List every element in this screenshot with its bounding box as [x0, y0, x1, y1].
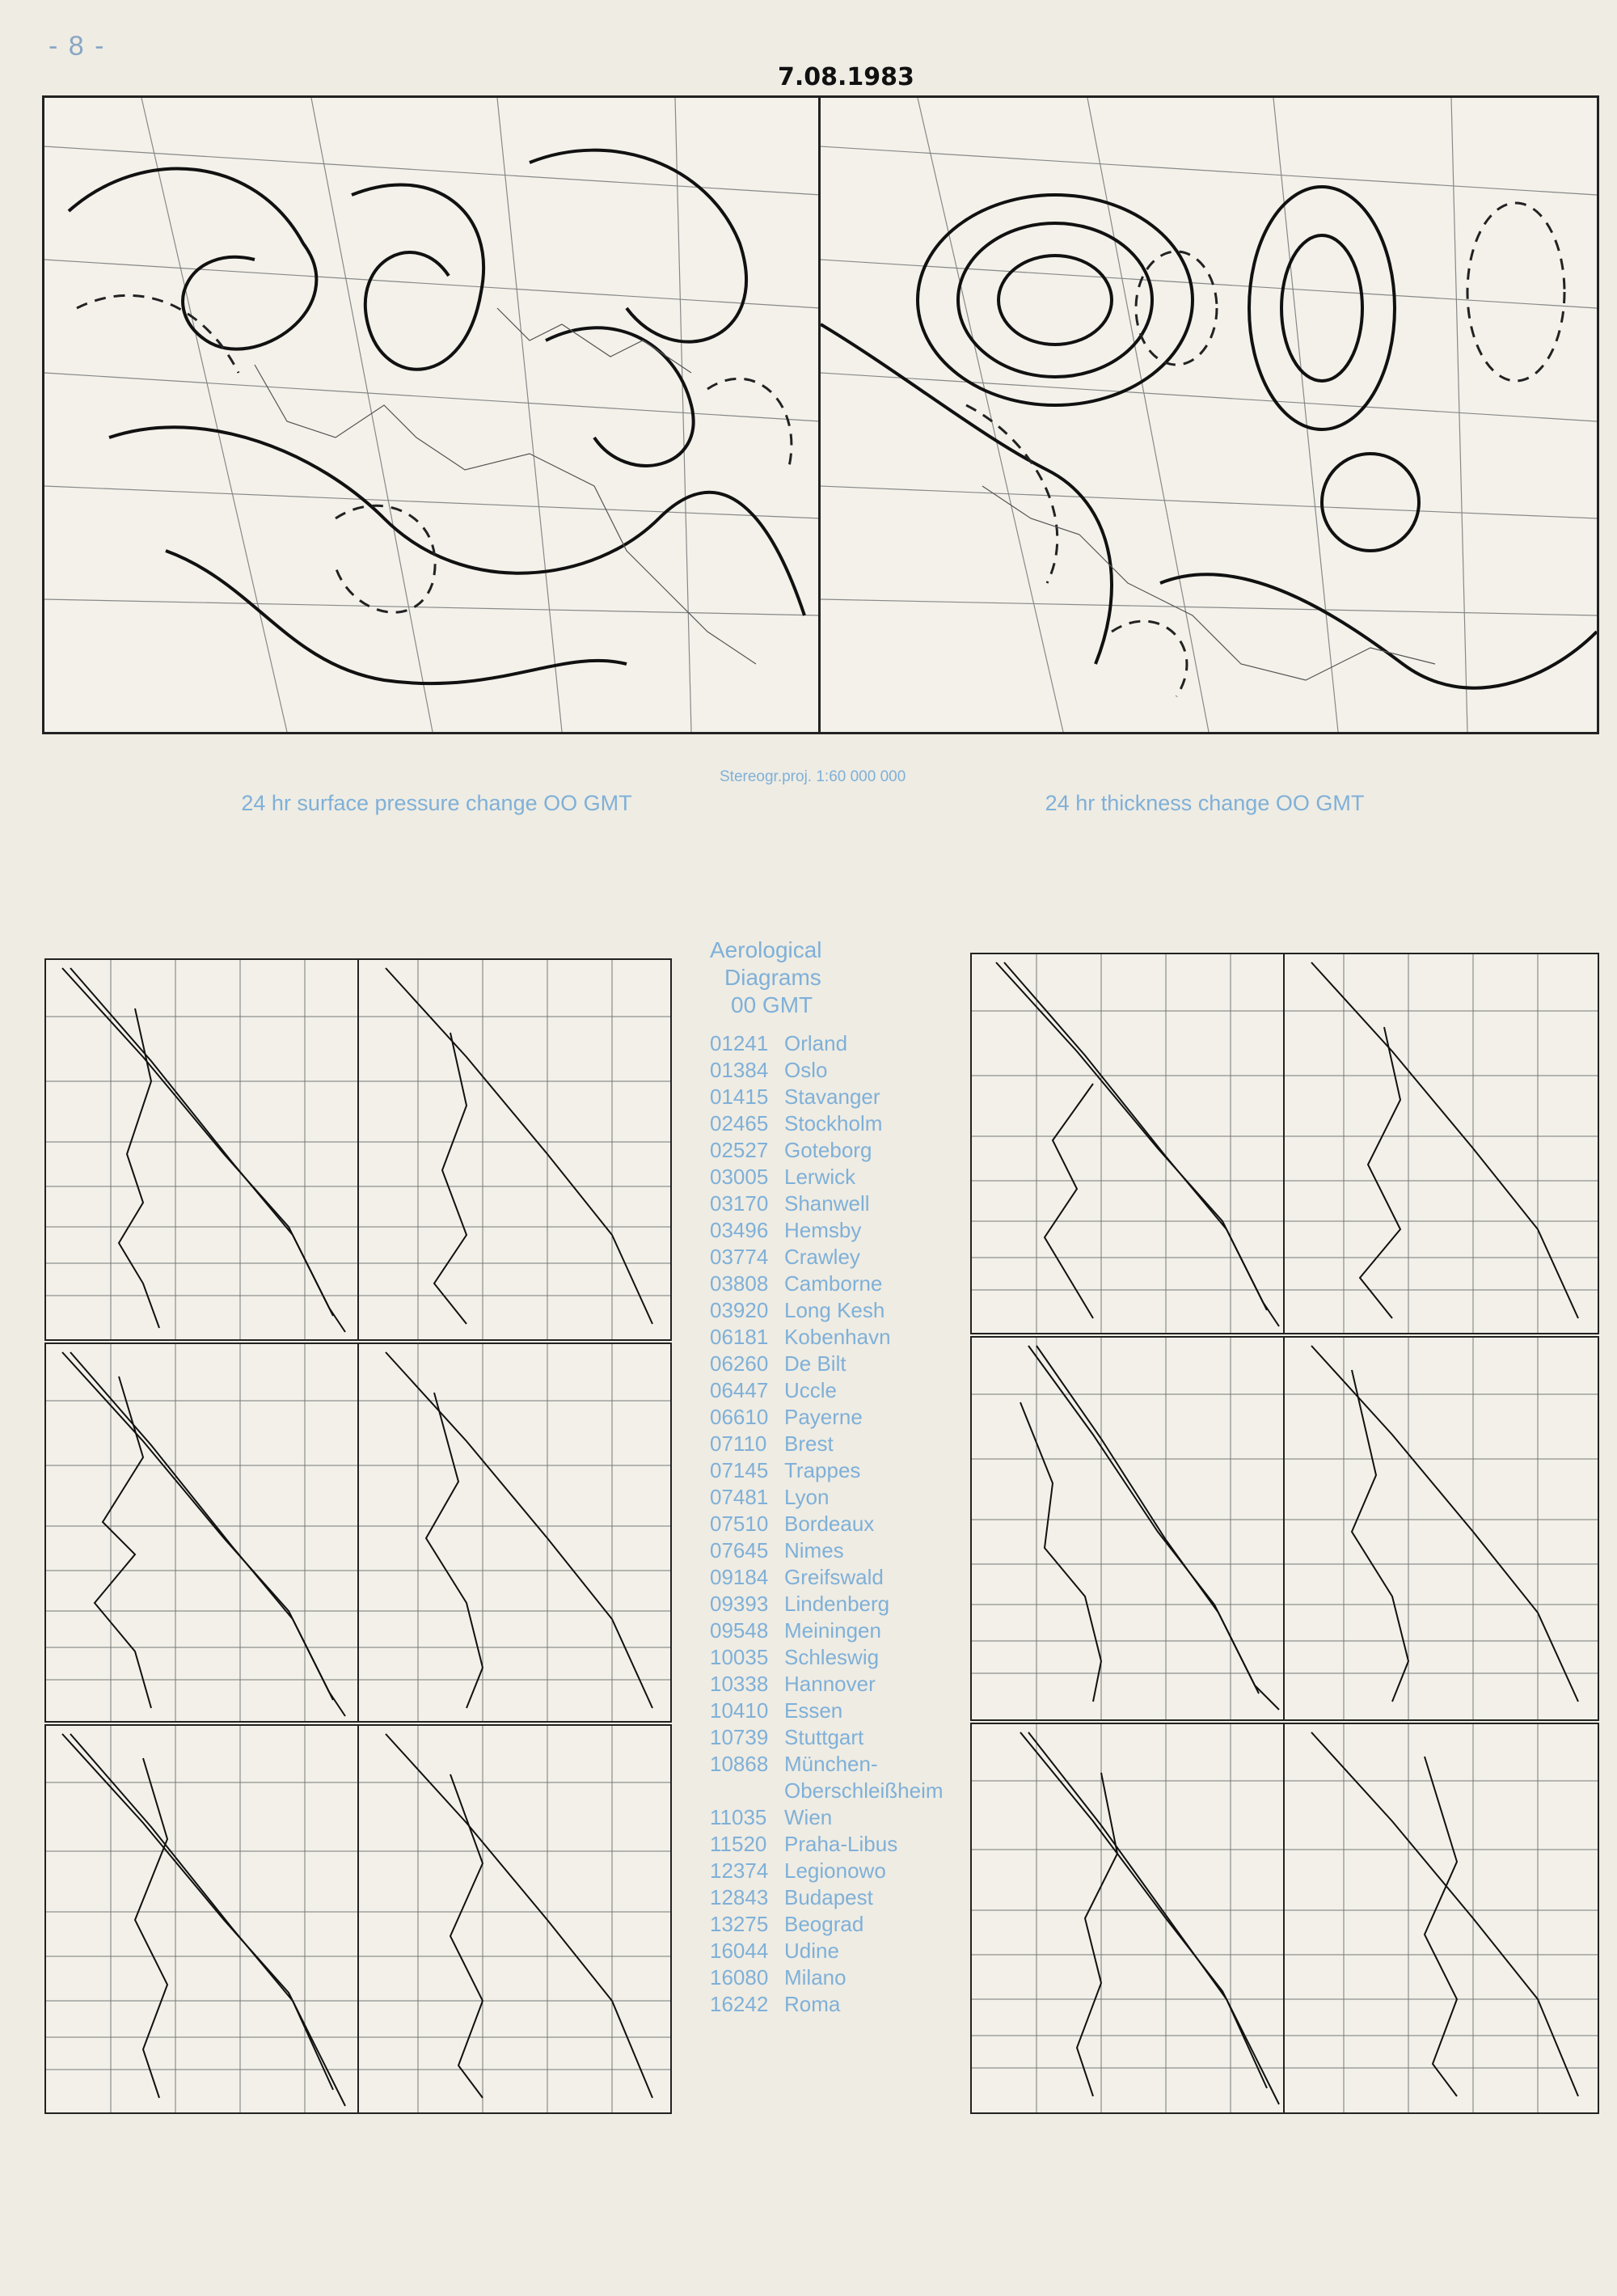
station-code: 07110: [710, 1431, 767, 1456]
station-name: Roma: [784, 1992, 841, 2016]
station-row: [710, 1778, 962, 1804]
sounding-plot: [46, 960, 670, 1339]
sounding-plot: [972, 954, 1598, 1333]
station-code: 07145: [710, 1458, 769, 1482]
sounding-plot: [46, 1726, 670, 2112]
station-name: Kobenhavn: [784, 1325, 891, 1349]
station-code: 12374: [710, 1858, 769, 1883]
station-row: [710, 1564, 962, 1591]
surface-pressure-map-drawing: [44, 98, 821, 732]
station-row: [710, 1404, 962, 1431]
station-name: München-: [784, 1752, 878, 1776]
station-row: [710, 1084, 962, 1110]
station-name: Camborne: [784, 1271, 883, 1296]
station-code: 01384: [710, 1058, 769, 1082]
station-code: [710, 1778, 784, 1804]
station-name: Hannover: [784, 1672, 876, 1696]
station-name: Uccle: [784, 1378, 838, 1402]
station-name: Stockholm: [784, 1111, 883, 1135]
station-row: [710, 1724, 962, 1751]
station-row: [710, 1617, 962, 1644]
station-code: 03920: [710, 1298, 769, 1322]
station-code: 10035: [710, 1645, 769, 1669]
station-code: 09393: [710, 1592, 769, 1616]
aerological-diagram-right-1: [970, 953, 1599, 1334]
station-name: Stavanger: [784, 1085, 880, 1109]
station-name: Beograd: [784, 1912, 864, 1936]
station-name: Oberschleißheim: [784, 1778, 944, 1803]
station-name: Orland: [784, 1031, 848, 1055]
station-list: [710, 1030, 962, 2018]
station-code: 01415: [710, 1085, 769, 1109]
station-code: 07510: [710, 1512, 769, 1536]
station-row: [710, 1698, 962, 1724]
station-row: [710, 1831, 962, 1858]
station-name: Crawley: [784, 1245, 860, 1269]
station-name: Essen: [784, 1698, 843, 1723]
right-map-caption: 24 hr thickness change OO GMT: [1045, 791, 1365, 815]
station-name: Greifswald: [784, 1565, 884, 1589]
station-code: 03808: [710, 1271, 769, 1296]
station-code: 11520: [710, 1832, 767, 1856]
station-name: Schleswig: [784, 1645, 880, 1669]
station-name: Oslo: [784, 1058, 828, 1082]
aerological-diagram-left-3: [44, 1724, 672, 2114]
station-code: 09184: [710, 1565, 769, 1589]
station-row: [710, 1217, 962, 1244]
station-name: Meiningen: [784, 1618, 881, 1643]
surface-pressure-change-map: [42, 95, 823, 734]
station-row: [710, 1190, 962, 1217]
station-row: [710, 1484, 962, 1511]
station-code: 09548: [710, 1618, 769, 1643]
station-code: 06610: [710, 1405, 769, 1429]
station-row: [710, 1671, 962, 1698]
station-row: [710, 1884, 962, 1911]
station-code: 01241: [710, 1031, 769, 1055]
thickness-change-map: [818, 95, 1599, 734]
station-code: 12843: [710, 1885, 769, 1909]
station-row: [710, 1110, 962, 1137]
aerological-diagram-right-3: [970, 1723, 1599, 2114]
station-name: Lerwick: [784, 1165, 856, 1189]
station-code: 11035: [710, 1805, 767, 1829]
legend-title-line-2: Diagrams: [724, 965, 821, 990]
station-name: Brest: [784, 1431, 834, 1456]
station-row: [710, 1537, 962, 1564]
station-row: [710, 1457, 962, 1484]
station-code: 07645: [710, 1538, 769, 1562]
station-code: 16080: [710, 1965, 769, 1989]
page-number: - 8 -: [49, 31, 106, 61]
station-code: 03496: [710, 1218, 769, 1242]
station-row: [710, 1804, 962, 1831]
station-row: [710, 1271, 962, 1297]
aerological-diagram-right-2: [970, 1336, 1599, 1721]
legend-title-line-3: 00 GMT: [731, 992, 813, 1017]
station-code: 16242: [710, 1992, 769, 2016]
station-name: Milano: [784, 1965, 846, 1989]
station-row: [710, 1377, 962, 1404]
station-row: [710, 1964, 962, 1991]
station-name: Legionowo: [784, 1858, 886, 1883]
station-name: Udine: [784, 1939, 839, 1963]
station-name: Payerne: [784, 1405, 863, 1429]
station-code: 02465: [710, 1111, 769, 1135]
station-row: [710, 1324, 962, 1351]
sounding-plot: [46, 1344, 670, 1721]
station-code: 06181: [710, 1325, 769, 1349]
station-name: Nimes: [784, 1538, 844, 1562]
page-date: 7.08.1983: [778, 63, 914, 91]
station-row: [710, 1057, 962, 1084]
station-row: [710, 1858, 962, 1884]
station-row: [710, 1431, 962, 1457]
station-row: [710, 1511, 962, 1537]
station-code: 03005: [710, 1165, 769, 1189]
station-code: 10410: [710, 1698, 769, 1723]
station-row: [710, 1030, 962, 1057]
station-code: 03774: [710, 1245, 769, 1269]
station-code: 10338: [710, 1672, 769, 1696]
station-row: [710, 1911, 962, 1938]
station-code: 02527: [710, 1138, 769, 1162]
station-name: Lindenberg: [784, 1592, 890, 1616]
station-name: Shanwell: [784, 1191, 870, 1216]
legend-title-line-1: Aerological: [710, 937, 822, 962]
station-name: De Bilt: [784, 1351, 846, 1376]
station-row: [710, 1644, 962, 1671]
station-row: [710, 1297, 962, 1324]
station-name: Praha-Libus: [784, 1832, 898, 1856]
station-name: Goteborg: [784, 1138, 872, 1162]
station-name: Long Kesh: [784, 1298, 885, 1322]
station-name: Budapest: [784, 1885, 873, 1909]
station-row: [710, 1137, 962, 1164]
station-row: [710, 1938, 962, 1964]
station-code: 16044: [710, 1939, 769, 1963]
aerological-legend: [710, 937, 962, 2018]
station-row: [710, 1164, 962, 1190]
station-code: 10868: [710, 1752, 769, 1776]
station-row: [710, 1991, 962, 2018]
thickness-map-drawing: [821, 98, 1597, 732]
station-code: 03170: [710, 1191, 769, 1216]
station-row: [710, 1751, 962, 1778]
station-code: 06260: [710, 1351, 769, 1376]
station-name: Lyon: [784, 1485, 830, 1509]
aerological-diagram-left-2: [44, 1343, 672, 1723]
station-name: Wien: [784, 1805, 833, 1829]
sounding-plot: [972, 1338, 1598, 1719]
station-name: Stuttgart: [784, 1725, 864, 1749]
station-row: [710, 1351, 962, 1377]
station-name: Trappes: [784, 1458, 861, 1482]
station-code: 06447: [710, 1378, 769, 1402]
station-name: Hemsby: [784, 1218, 862, 1242]
station-code: 13275: [710, 1912, 769, 1936]
aerological-diagram-left-1: [44, 958, 672, 1341]
sounding-plot: [972, 1724, 1598, 2112]
station-code: 10739: [710, 1725, 769, 1749]
station-code: 07481: [710, 1485, 769, 1509]
projection-note: Stereogr.proj. 1:60 000 000: [720, 768, 906, 785]
left-map-caption: 24 hr surface pressure change OO GMT: [241, 791, 632, 815]
station-row: [710, 1244, 962, 1271]
station-row: [710, 1591, 962, 1617]
station-name: Bordeaux: [784, 1512, 875, 1536]
